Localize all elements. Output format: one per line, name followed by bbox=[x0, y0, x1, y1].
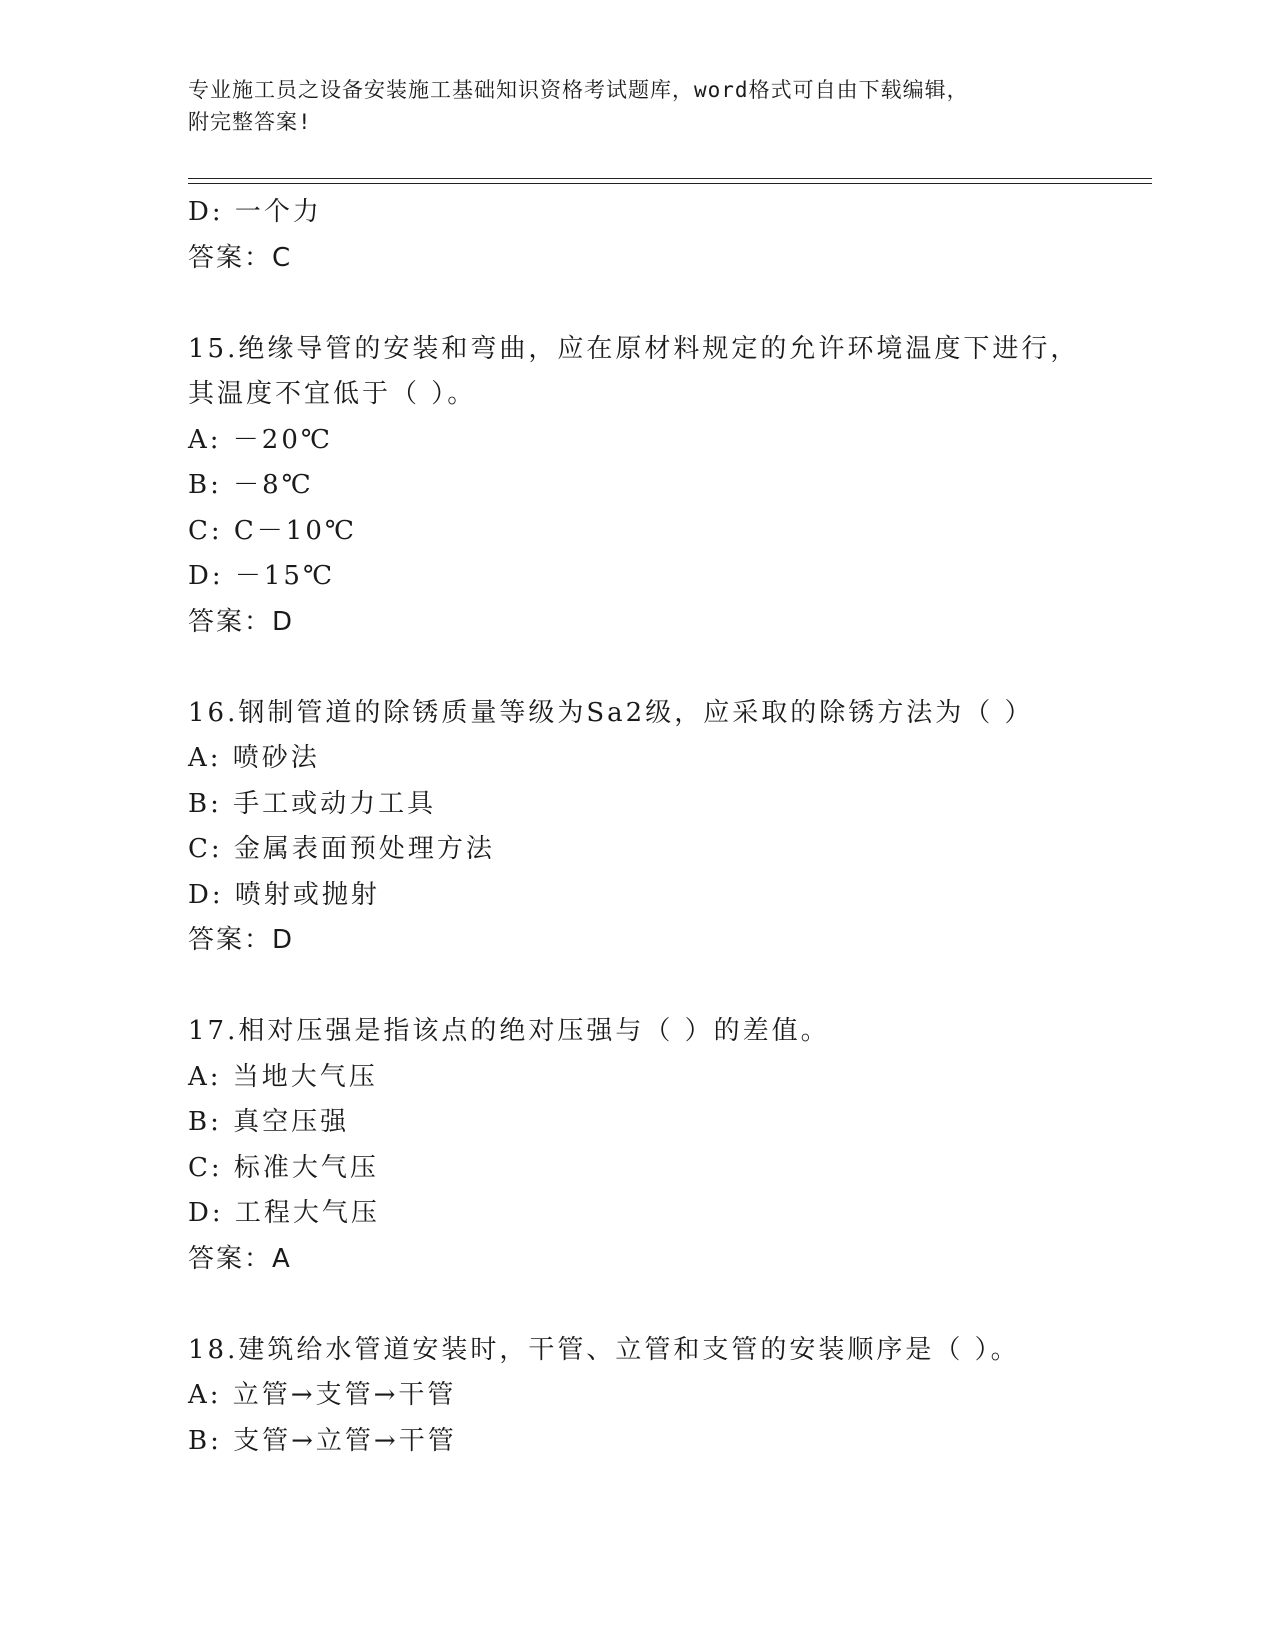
question-17 bbox=[188, 1009, 1152, 1282]
header-line-1: 专业施工员之设备安装施工基础知识资格考试题库，word格式可自由下载编辑， bbox=[188, 78, 969, 102]
option-a: A: 喷砂法 bbox=[188, 743, 320, 773]
spacer bbox=[188, 964, 1152, 1010]
question-stem-line-1: 18.建筑给水管道安装时，干管、立管和支管的安装顺序是（ ）。 bbox=[188, 1334, 1020, 1365]
header-divider-top bbox=[188, 178, 1152, 179]
question-15 bbox=[188, 327, 1152, 646]
option-a: A: 当地大气压 bbox=[188, 1061, 378, 1092]
option-c: C: 标准大气压 bbox=[188, 1152, 379, 1183]
option-b: B: 支管→立管→干管 bbox=[188, 1425, 457, 1456]
question-stem-line-1: 16.钢制管道的除锈质量等级为Sa2级，应采取的除锈方法为（ ） bbox=[188, 697, 1034, 728]
option-c: C: 金属表面预处理方法 bbox=[188, 834, 495, 864]
spacer bbox=[188, 1282, 1152, 1328]
question-stem-line-1: 15.绝缘导管的安装和弯曲，应在原材料规定的允许环境温度下进行， bbox=[188, 333, 1080, 364]
question-16 bbox=[188, 691, 1152, 964]
question-18 bbox=[188, 1328, 1152, 1465]
option-d: D: －15℃ bbox=[188, 561, 336, 591]
option-b: B: －8℃ bbox=[188, 470, 314, 500]
header-line-2: 附完整答案! bbox=[188, 110, 312, 134]
option-b: B: 手工或动力工具 bbox=[188, 788, 437, 819]
option-a: A: 立管→支管→干管 bbox=[188, 1380, 457, 1410]
option-b: B: 真空压强 bbox=[188, 1107, 350, 1137]
question-stem-line-2: 其温度不宜低于（ ）。 bbox=[188, 379, 477, 409]
spacer bbox=[188, 281, 1152, 327]
option-c: C: C－10℃ bbox=[188, 515, 357, 546]
prev-answer: 答案：C bbox=[188, 242, 293, 273]
answer: 答案：A bbox=[188, 1243, 292, 1274]
document-header bbox=[188, 74, 1068, 138]
answer: 答案：D bbox=[188, 925, 295, 955]
prev-option-d: D: 一个力 bbox=[188, 197, 322, 227]
spacer bbox=[188, 645, 1152, 691]
option-a: A: －20℃ bbox=[188, 424, 333, 455]
option-d: D: 喷射或抛射 bbox=[188, 879, 380, 910]
question-stem-line-1: 17.相对压强是指该点的绝对压强与（ ）的差值。 bbox=[188, 1016, 830, 1046]
question-list bbox=[188, 190, 1152, 1464]
answer: 答案：D bbox=[188, 606, 295, 637]
option-d: D: 工程大气压 bbox=[188, 1198, 380, 1228]
header-divider-bottom bbox=[188, 183, 1152, 184]
